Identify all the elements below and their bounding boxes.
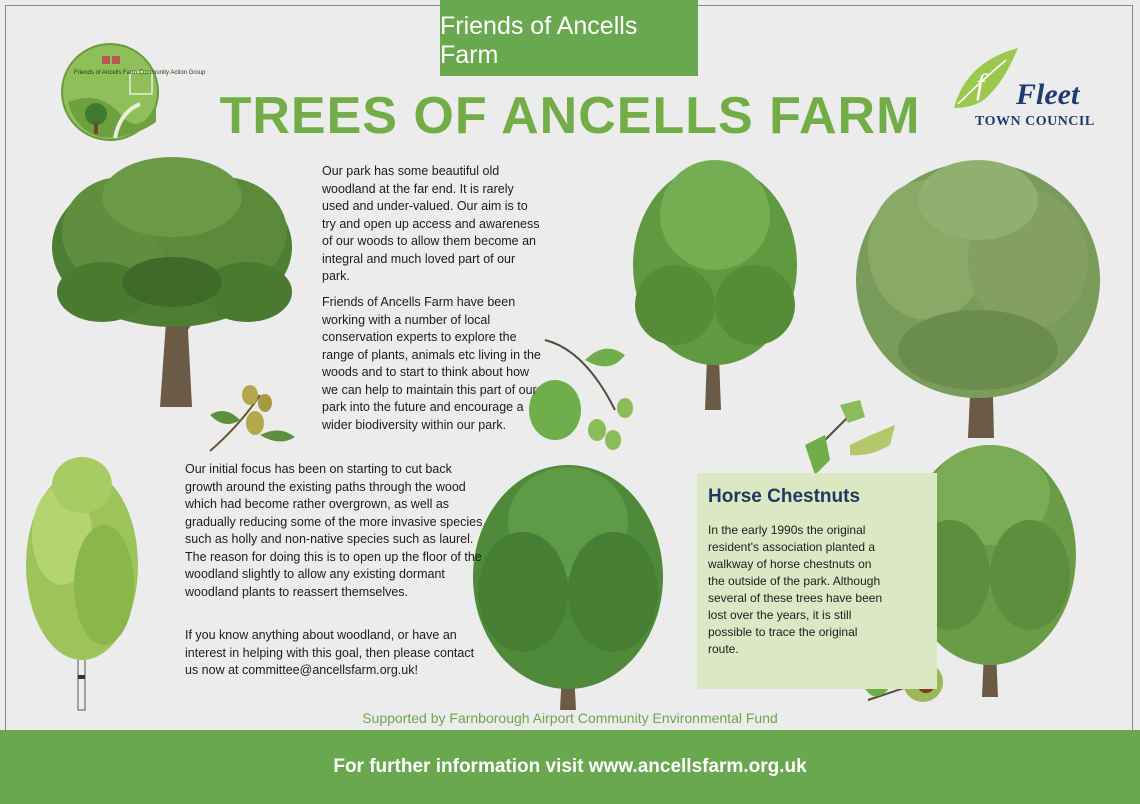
footer-bar [0, 730, 1140, 804]
conservation-paragraph: Friends of Ancells Farm have been working with a number of local conservation experts to explore the range of plants, animals etc living in the woods and to start to think about how we can help to maintain this part of our park into the future and encourage a wider biodiversity within our park. [322, 295, 541, 432]
supported-by-text: Supported by Farnborough Airport Community Environmental Fund [362, 710, 778, 726]
footer-info-text: For further information visit www.ancellsfarm.org.uk [333, 756, 807, 777]
banner-text: Friends of Ancells Farm [440, 12, 638, 69]
fleet-name: Fleet [1016, 78, 1080, 111]
contact-paragraph: If you know anything about woodland, or have an interest in helping with this goal, then please contact us now at committee@ancellsfarm.org.uk! [185, 628, 475, 677]
sycamore-sprig-icon [800, 395, 900, 485]
horse-chestnuts-text: In the early 1990s the original resident's association planted a walkway of horse chestnuts on the outside of the park. Although several of these trees have been lost over the years, it is still possible to trace the original route. [708, 523, 883, 656]
community-group-logo [60, 42, 206, 142]
alder-tree-illustration [625, 155, 805, 415]
svg-text:f: f [976, 68, 985, 101]
birch-tree-illustration [22, 455, 142, 715]
intro-paragraph: Our park has some beautiful old woodland at the far end. It is rarely used and under-valued. Our aim is to try and open up access and awareness of our woods to allow them become an integral and much loved part of our park. [322, 164, 540, 283]
oak-tree-illustration [42, 152, 304, 412]
logo-left-text: Friends of Ancells Farm Community Action Group [74, 70, 206, 76]
acorn-sprig-icon [200, 375, 300, 455]
top-banner [440, 0, 698, 76]
beech-tree-illustration [468, 462, 668, 712]
town-council-label: TOWN COUNCIL [975, 114, 1095, 129]
focus-paragraph: Our initial focus has been on starting to cut back growth around the existing paths through the wood which had become rather overgrown, as well as gradually reducing some of the more invasive species such as holly and non-native species such as laurel. The reason for doing this is to open up the floor of the woodland slightly to allow any existing dormant woodland plants to reassert themselves. [185, 462, 483, 599]
page-title: TREES OF ANCELLS FARM [219, 87, 921, 145]
horse-chestnuts-title: Horse Chestnuts [708, 486, 861, 507]
